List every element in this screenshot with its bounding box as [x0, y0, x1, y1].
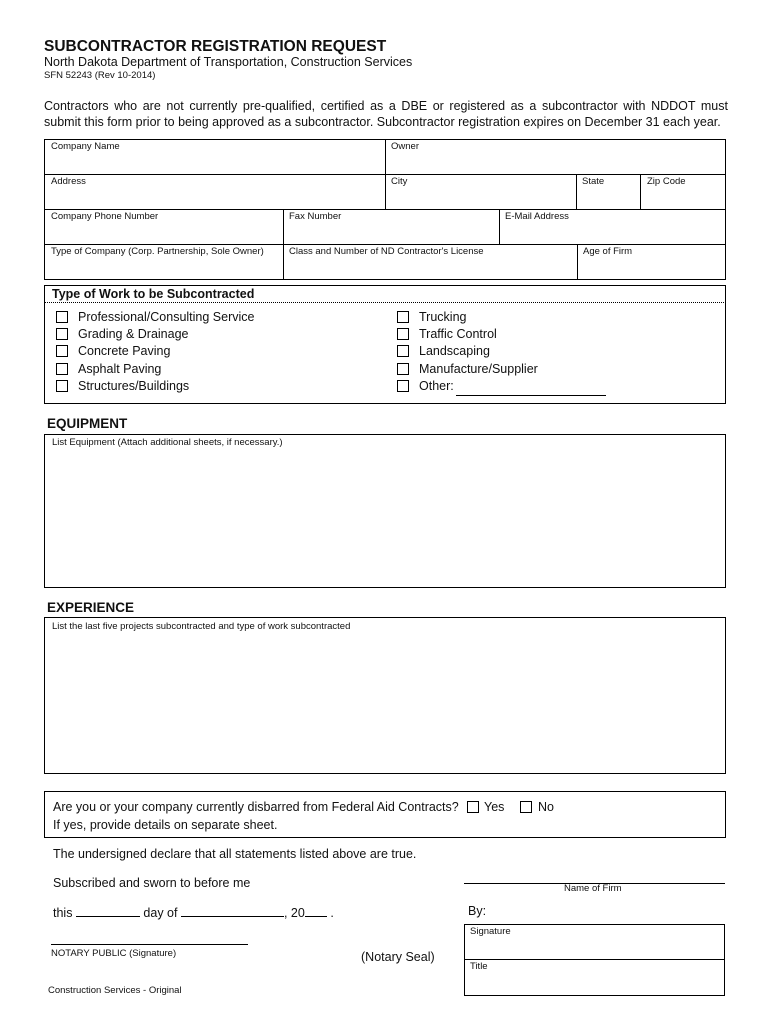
declaration-statement: The undersigned declare that all statements listed above are true.: [53, 847, 417, 861]
disbarment-no[interactable]: No: [520, 800, 554, 814]
checkbox-icon[interactable]: [56, 328, 68, 340]
equipment-instruction: List Equipment (Attach additional sheets, if necessary.): [52, 437, 283, 448]
checkbox-icon[interactable]: [56, 345, 68, 357]
company-name-field[interactable]: Company Name: [51, 141, 120, 152]
option-trucking[interactable]: Trucking: [397, 310, 466, 324]
owner-field[interactable]: Owner: [391, 141, 419, 152]
checkbox-icon[interactable]: [56, 380, 68, 392]
option-concrete[interactable]: Concrete Paving: [56, 344, 170, 358]
option-landscaping[interactable]: Landscaping: [397, 344, 490, 358]
company-type-field[interactable]: Type of Company (Corp. Partnership, Sole Owner): [51, 246, 264, 257]
notary-signature-label: NOTARY PUBLIC (Signature): [51, 948, 177, 959]
experience-heading: EXPERIENCE: [47, 600, 135, 615]
disbarment-note: If yes, provide details on separate sheet.: [53, 818, 278, 832]
work-type-heading: Type of Work to be Subcontracted: [52, 287, 255, 301]
day-input[interactable]: [76, 905, 140, 917]
option-professional[interactable]: Professional/Consulting Service: [56, 310, 254, 324]
checkbox-icon[interactable]: [56, 311, 68, 323]
option-manufacture[interactable]: Manufacture/Supplier: [397, 362, 538, 376]
checkbox-icon[interactable]: [467, 801, 479, 813]
option-asphalt[interactable]: Asphalt Paving: [56, 362, 161, 376]
option-traffic-control[interactable]: Traffic Control: [397, 327, 497, 341]
distribution-note: Construction Services - Original: [48, 985, 182, 996]
page-title: SUBCONTRACTOR REGISTRATION REQUEST: [44, 38, 387, 55]
experience-instruction: List the last five projects subcontracted and type of work subcontracted: [52, 621, 351, 632]
equipment-box[interactable]: [44, 434, 726, 588]
address-field[interactable]: Address: [51, 176, 86, 187]
checkbox-icon[interactable]: [397, 311, 409, 323]
notary-signature-line[interactable]: [51, 944, 248, 945]
equipment-heading: EQUIPMENT: [47, 416, 128, 431]
sworn-statement: Subscribed and sworn to before me: [53, 876, 251, 890]
disbarment-question: Are you or your company currently disbarred from Federal Aid Contracts?: [53, 800, 459, 814]
title-field[interactable]: Title: [470, 961, 488, 972]
department-name: North Dakota Department of Transportation, Construction Services: [44, 55, 413, 69]
age-of-firm-field[interactable]: Age of Firm: [583, 246, 633, 257]
checkbox-icon[interactable]: [397, 363, 409, 375]
intro-line-2: submit this form prior to being approved as a subcontractor. Subcontractor registration expires on December 31 each year.: [44, 115, 721, 129]
option-other[interactable]: Other:: [397, 379, 454, 393]
notary-seal-label: (Notary Seal): [361, 950, 435, 964]
signature-field[interactable]: Signature: [470, 926, 511, 937]
option-structures[interactable]: Structures/Buildings: [56, 379, 189, 393]
city-field[interactable]: City: [391, 176, 408, 187]
fax-field[interactable]: Fax Number: [289, 211, 342, 222]
name-of-firm-label: Name of Firm: [564, 883, 622, 894]
checkbox-icon[interactable]: [397, 345, 409, 357]
other-input-line[interactable]: [456, 395, 606, 396]
by-label: By:: [468, 904, 487, 918]
checkbox-icon[interactable]: [520, 801, 532, 813]
checkbox-icon[interactable]: [397, 328, 409, 340]
month-input[interactable]: [181, 905, 284, 917]
experience-box[interactable]: [44, 617, 726, 774]
option-grading[interactable]: Grading & Drainage: [56, 327, 188, 341]
form-number: SFN 52243 (Rev 10-2014): [44, 70, 156, 81]
checkbox-icon[interactable]: [56, 363, 68, 375]
checkbox-icon[interactable]: [397, 380, 409, 392]
zip-code-field[interactable]: Zip Code: [647, 176, 686, 187]
intro-line-1: Contractors who are not currently pre-qualified, certified as a DBE or registered as a subcontractor with NDDOT must: [44, 99, 728, 113]
year-input[interactable]: [305, 905, 327, 917]
phone-field[interactable]: Company Phone Number: [51, 211, 159, 222]
state-field[interactable]: State: [582, 176, 605, 187]
license-field[interactable]: Class and Number of ND Contractor's License: [289, 246, 484, 257]
disbarment-yes[interactable]: Yes: [467, 800, 504, 814]
email-field[interactable]: E-Mail Address: [505, 211, 569, 222]
date-line: this day of , 20 .: [53, 906, 334, 920]
